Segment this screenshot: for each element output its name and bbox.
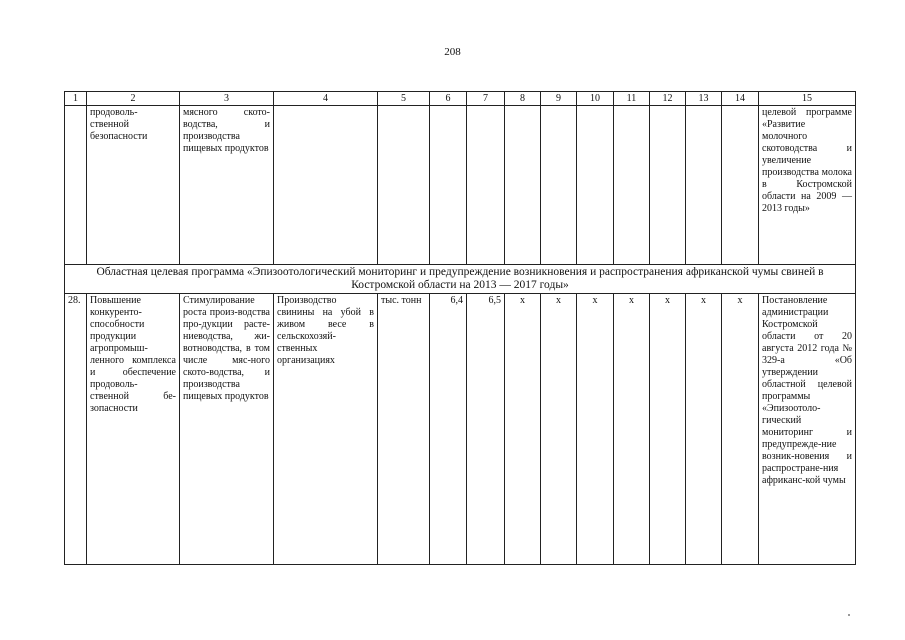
page-number: 208 [444, 46, 461, 58]
column-number: 10 [577, 92, 614, 106]
column-number: 8 [505, 92, 541, 106]
section-heading: Областная целевая программа «Эпизоотологический мониторинг и предупреждение возникновения и распространения африканской чумы свиней в Костромской области на 2013 — 2017 годы» [65, 265, 856, 294]
column-number-row [65, 92, 856, 106]
value-cell: х [722, 294, 759, 565]
table-cell [722, 106, 759, 265]
column-number: 7 [467, 92, 505, 106]
column-number: 15 [759, 92, 856, 106]
column-number: 11 [614, 92, 650, 106]
scan-dot [848, 614, 850, 616]
table-cell [505, 106, 541, 265]
basis-cell: целевой программе «Развитие молочного скотоводства и увеличение производства молока в Костромской области на 2009 — 2013 годы» [759, 106, 856, 265]
column-number: 2 [87, 92, 180, 106]
table-cell [378, 106, 430, 265]
table-cell [577, 106, 614, 265]
value-cell: х [541, 294, 577, 565]
task-cell: Стимулирование роста произ-водства про-дукции расте-ниеводства, жи-вотноводства, в том числе мяс-ного ското-водства, и производства пищевых продуктов [180, 294, 274, 565]
value-cell: х [505, 294, 541, 565]
row-number: 28. [65, 294, 87, 565]
continuation-row [65, 106, 856, 265]
value-cell: х [577, 294, 614, 565]
column-number: 1 [65, 92, 87, 106]
value-cell: 6,4 [430, 294, 467, 565]
value-cell: х [686, 294, 722, 565]
value-cell: х [614, 294, 650, 565]
value-cell: х [650, 294, 686, 565]
basis-cell: Постановление администрации Костромской области от 20 августа 2012 года № 329-а «Об утверждении областной целевой программы «Эпизоотоло-гический мониторинг и предупрежде-ние возник-новения и распростране-ния африканс-кой чумы [759, 294, 856, 565]
column-number: 5 [378, 92, 430, 106]
goal-cell: Повышение конкуренто-способности продукции агропромыш-ленного комплекса и обеспечение продоволь-ственной бе-зопасности [87, 294, 180, 565]
unit-cell: тыс. тонн [378, 294, 430, 565]
table-cell [274, 106, 378, 265]
column-number: 12 [650, 92, 686, 106]
task-cell: мясного ското-водства, и производства пищевых продуктов [180, 106, 274, 265]
column-number: 13 [686, 92, 722, 106]
table-cell [650, 106, 686, 265]
table-cell [541, 106, 577, 265]
column-number: 6 [430, 92, 467, 106]
column-number: 9 [541, 92, 577, 106]
column-number: 3 [180, 92, 274, 106]
program-table [64, 91, 856, 565]
section-heading-row [65, 265, 856, 294]
table-cell [614, 106, 650, 265]
table-cell [65, 106, 87, 265]
table-row [65, 294, 856, 565]
column-number: 4 [274, 92, 378, 106]
column-number: 14 [722, 92, 759, 106]
table-cell [467, 106, 505, 265]
goal-cell: продоволь-ственной безопасности [87, 106, 180, 265]
table-cell [686, 106, 722, 265]
value-cell: 6,5 [467, 294, 505, 565]
table-cell [430, 106, 467, 265]
indicator-cell: Производство свинины на убой в живом весе в сельскохозяй-ственных организациях [274, 294, 378, 565]
